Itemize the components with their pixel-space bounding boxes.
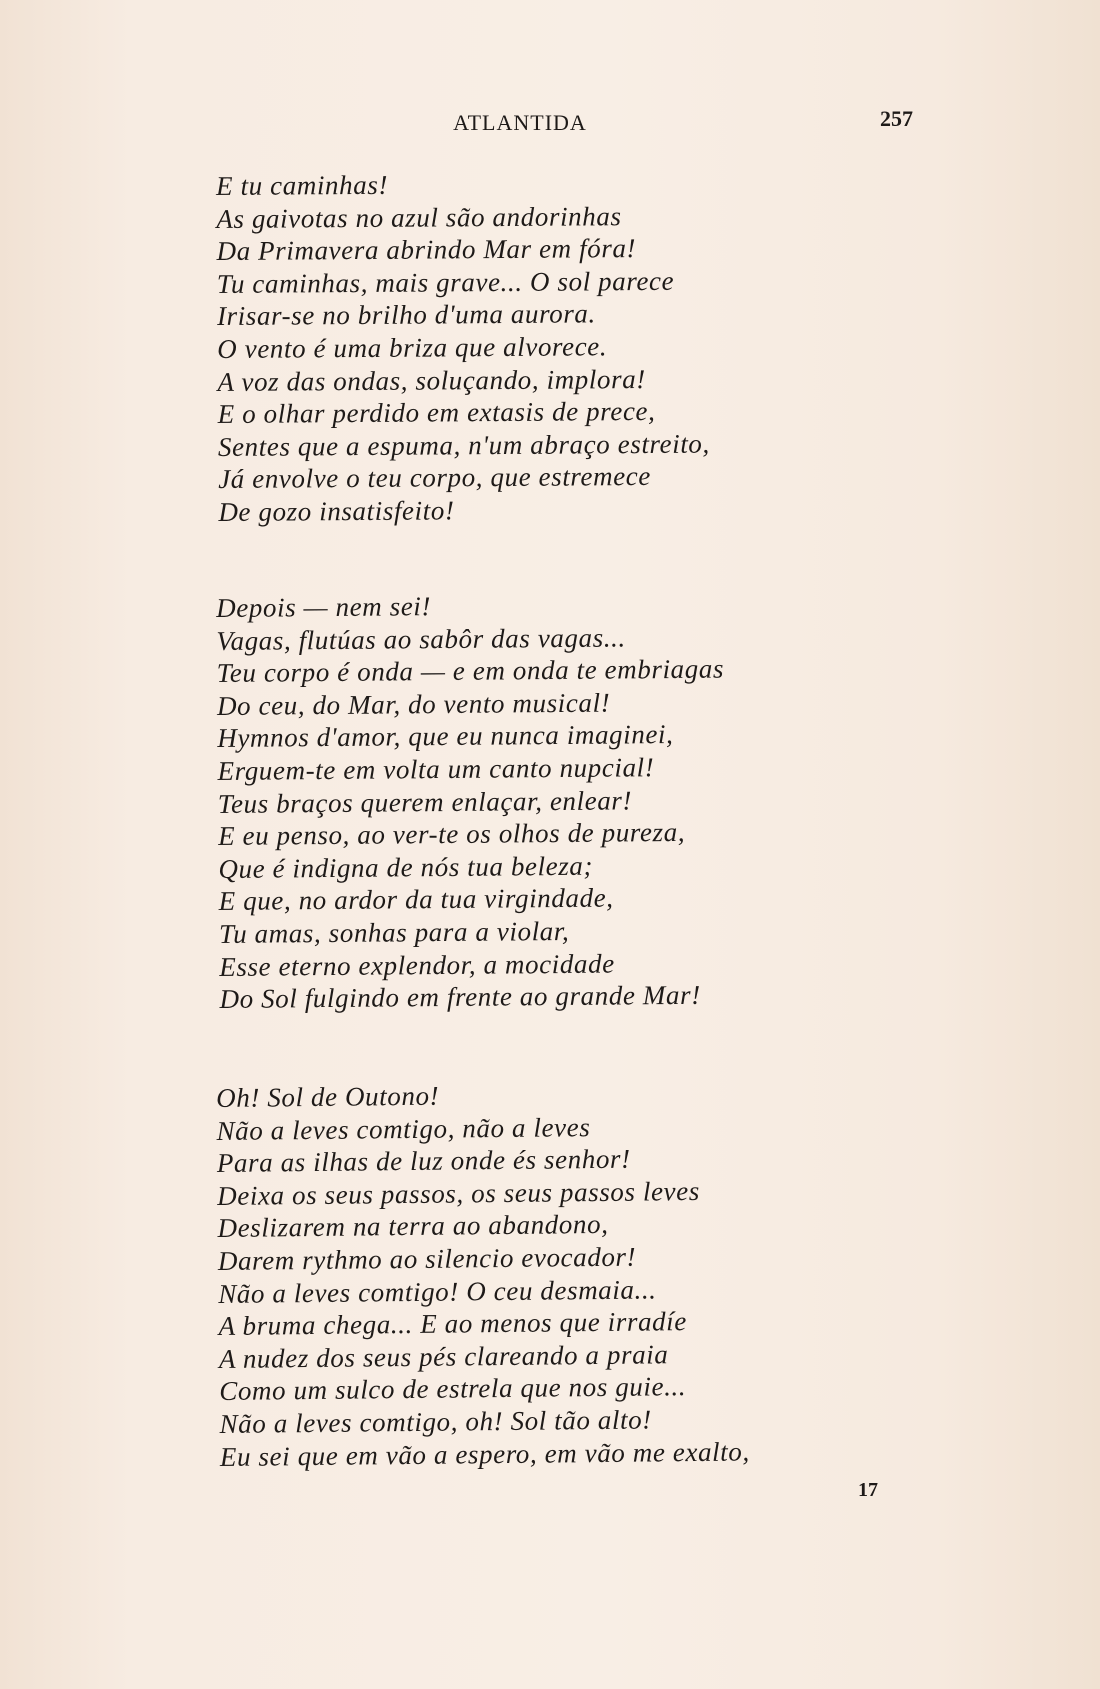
poem-line: Sentes que a espuma, n'um abraço estreito, — [217, 428, 710, 462]
running-head-title: ATLANTIDA — [453, 110, 587, 135]
signature-number: 17 — [858, 1479, 878, 1501]
poem-line: Que é indigna de nós tua beleza; — [218, 850, 594, 884]
poem-line: Darem rythmo ao silencio evocador! — [217, 1241, 637, 1276]
poem-line: Não a leves comtigo! O ceu desmaia... — [218, 1273, 657, 1309]
poem-stanza-3 — [216, 1075, 860, 1473]
poem-line: E eu penso, ao ver-te os olhos de pureza, — [217, 817, 686, 852]
poem-stanza-2 — [216, 586, 860, 1015]
poem-line: Como um sulco de estrela que nos guie... — [219, 1371, 687, 1407]
poem-line: A voz das ondas, soluçando, implora! — [217, 363, 646, 397]
poem-line: A nudez dos seus pés clareando a praia — [218, 1339, 669, 1374]
poem-line: Erguem-te em volta um canto nupcial! — [217, 752, 655, 786]
poem-line: Já envolve o teu corpo, que estremece — [218, 461, 652, 495]
poem-line: Do ceu, do Mar, do vento musical! — [216, 687, 611, 721]
poem-line: Irisar-se no brilho d'uma aurora. — [216, 298, 596, 332]
poem-line: Hymnos d'amor, que eu nunca imaginei, — [217, 719, 674, 754]
poem-line: Do Sol fulgindo em frente ao grande Mar! — [219, 979, 701, 1015]
poem-line: Oh! Sol de Outono! — [216, 1080, 440, 1113]
poem-line: Eu sei que em vão a espero, em vão me exalto, — [219, 1435, 750, 1472]
poem-line: O vento é uma briza que alvorece. — [217, 331, 608, 364]
poem-line: Tu amas, sonhas para a violar, — [218, 915, 570, 949]
poem-line: Vagas, flutúas ao sabôr das vagas... — [216, 622, 626, 656]
poem-line: Tu caminhas, mais grave... O sol parece — [216, 265, 675, 299]
poem-line: E tu caminhas! — [216, 169, 389, 201]
poem-line: Teu corpo é onda — e em onda te embriagas — [216, 653, 725, 689]
poem-line: Não a leves comtigo, não a leves — [216, 1111, 591, 1146]
poem-line: Deixa os seus passos, os seus passos leves — [217, 1175, 701, 1211]
poem-line: Para as ilhas de luz onde és senhor! — [216, 1143, 631, 1179]
poem-line: E o olhar perdido em extasis de prece, — [217, 396, 656, 430]
page-number: 257 — [880, 106, 913, 131]
poem-line: E que, no ardor da tua virgindade, — [218, 882, 614, 917]
poem-line: A bruma chega... E ao menos que irradíe — [218, 1306, 688, 1342]
poem-line: Teus braços querem enlaçar, enlear! — [217, 784, 633, 819]
poem-stanza-1 — [216, 166, 858, 529]
poem-line: Esse eterno explendor, a mocidade — [219, 948, 615, 982]
poem-line: Deslizarem na terra ao abandono, — [217, 1209, 609, 1244]
poem-line: Não a leves comtigo, oh! Sol tão alto! — [219, 1404, 652, 1439]
poem-line: Depois — nem sei! — [216, 591, 432, 623]
poem-line: De gozo insatisfeito! — [218, 495, 455, 527]
poem-line: Da Primavera abrindo Mar em fóra! — [216, 233, 637, 267]
poem-line: As gaivotas no azul são andorinhas — [216, 200, 622, 234]
